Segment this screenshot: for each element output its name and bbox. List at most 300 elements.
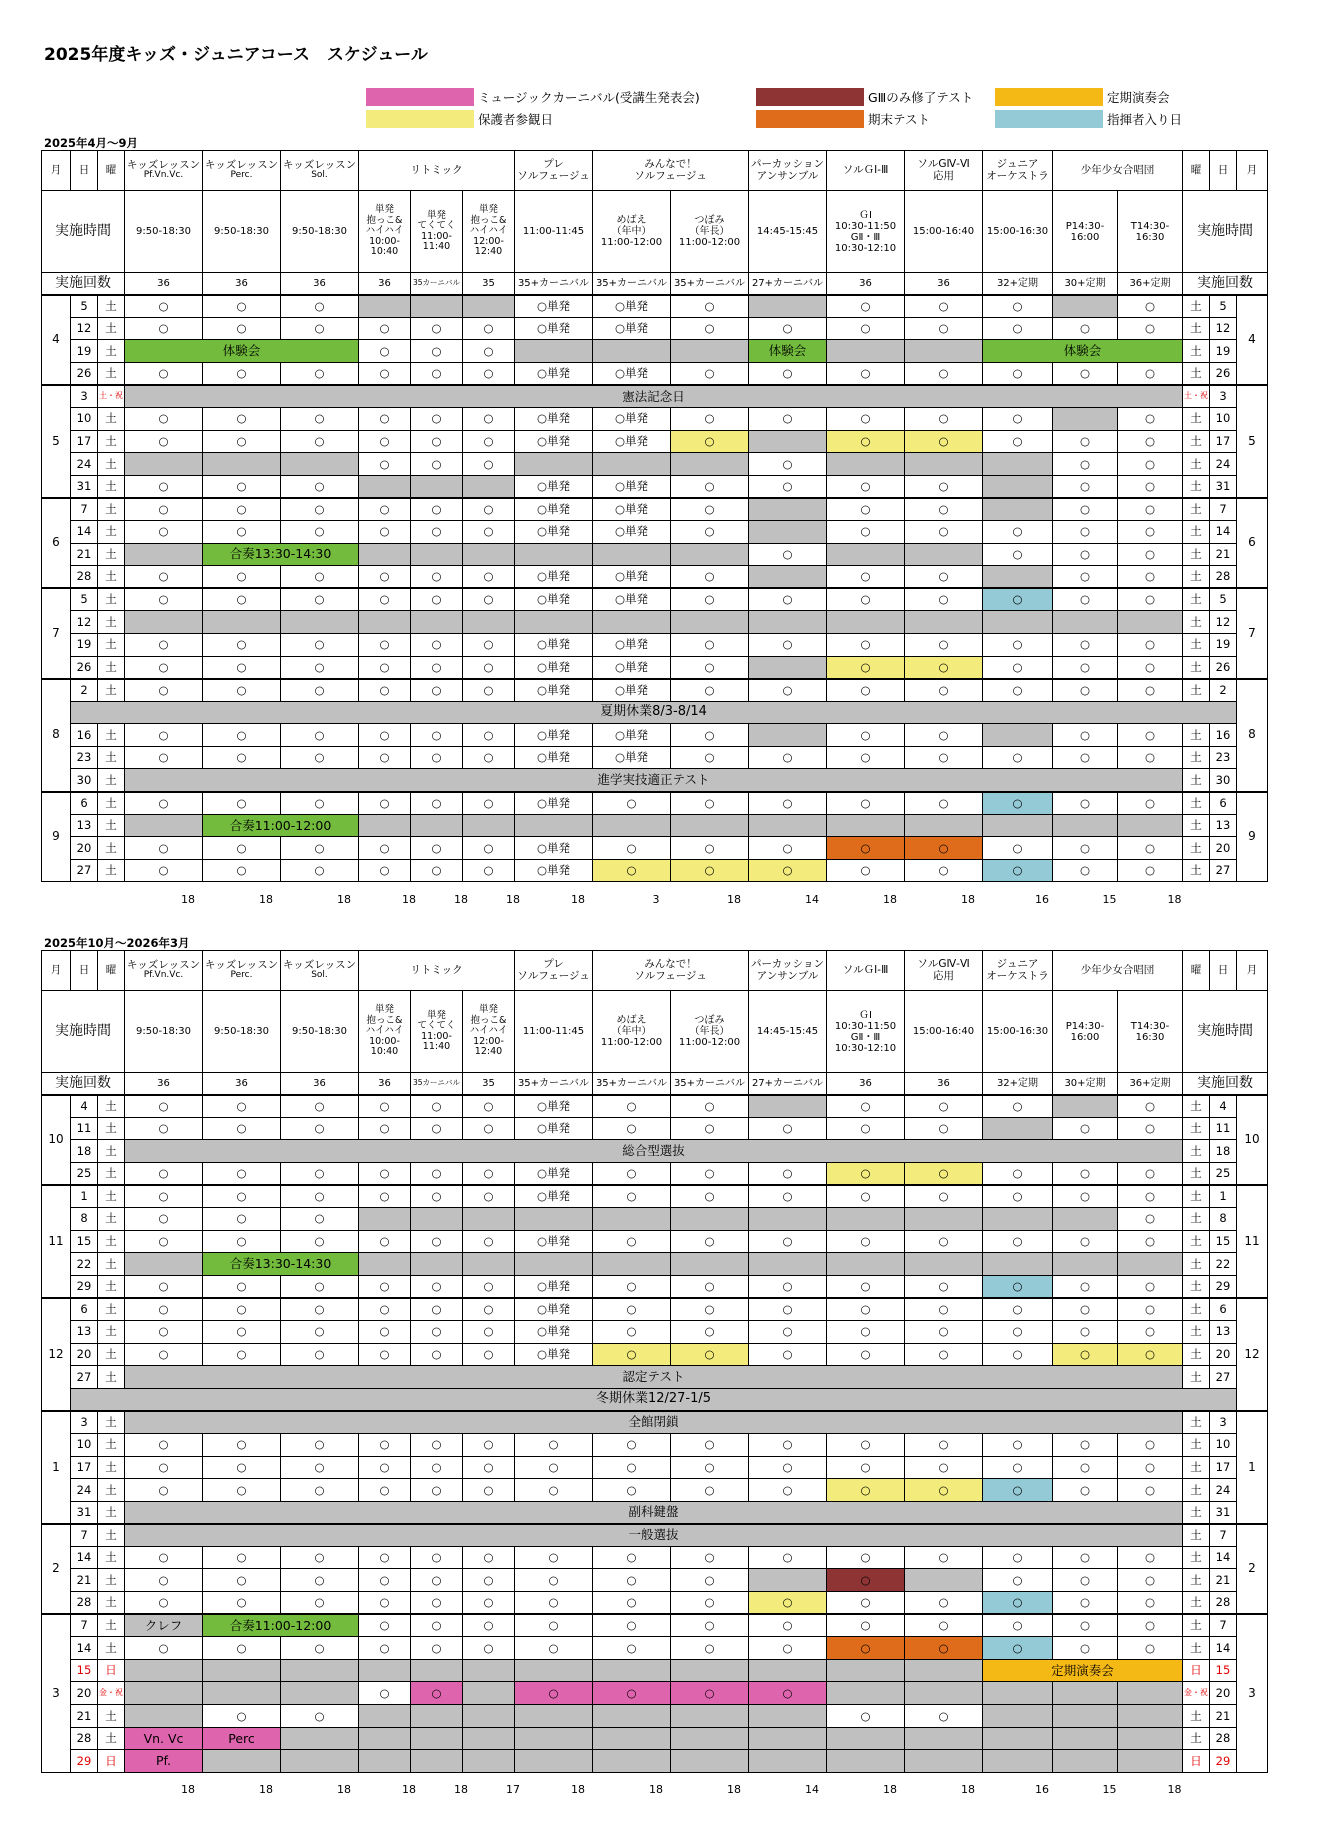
total-count: 18 [259, 893, 273, 906]
closed-cell [515, 1750, 593, 1773]
column-header: 少年少女合唱団 [1053, 951, 1183, 991]
event-cell: ○ [905, 837, 983, 860]
closed-cell [515, 1659, 593, 1682]
weekday-cell: 土 [98, 1253, 125, 1276]
event-banner: 憲法記念日 [125, 385, 1183, 408]
session-cell: ○ [827, 1298, 905, 1321]
weekday-cell: 土 [1183, 679, 1210, 702]
event-cell: ○ [593, 1343, 671, 1366]
day-cell: 19 [1210, 340, 1237, 363]
session-cell: ○単発 [515, 407, 593, 430]
session-cell: ○ [827, 362, 905, 385]
session-cell: ○ [983, 1456, 1053, 1479]
closed-cell [411, 1705, 463, 1728]
session-cell: ○ [1053, 430, 1118, 453]
event-cell: ○ [983, 792, 1053, 815]
weekday-cell: 土 [98, 1501, 125, 1524]
count-cell: 35+カーニバル [593, 273, 671, 295]
total-count: 18 [571, 893, 585, 906]
session-cell: ○ [411, 1298, 463, 1321]
session-cell: ○ [359, 498, 411, 521]
weekday-cell: 土 [98, 1479, 125, 1502]
session-cell: ○ [281, 1546, 359, 1569]
session-cell: ○ [827, 1230, 905, 1253]
event-cell: ○ [671, 859, 749, 882]
session-cell: ○ [203, 724, 281, 747]
session-cell: ○ [359, 1479, 411, 1502]
session-cell: ○ [125, 1207, 203, 1230]
session-cell: ○ [411, 1185, 463, 1208]
day-cell: 20 [71, 1682, 98, 1705]
session-cell: ○ [515, 1433, 593, 1456]
count-cell: 36 [905, 273, 983, 295]
table-row [42, 1501, 1268, 1524]
closed-cell [359, 295, 411, 318]
session-cell: ○ [905, 1320, 983, 1343]
day-header: 日 [71, 151, 98, 191]
table-row [42, 362, 1268, 385]
day-cell: 23 [1210, 746, 1237, 769]
closed-cell [749, 566, 827, 589]
session-cell: ○ [1053, 588, 1118, 611]
column-header: みんなで！ ソルフェージュ [593, 951, 749, 991]
day-cell: 26 [71, 362, 98, 385]
time-cell: T14:30- 16:30 [1118, 191, 1183, 273]
table-row [42, 1095, 1268, 1118]
closed-cell [1118, 1750, 1183, 1773]
day-cell: 5 [71, 295, 98, 318]
event-cell: ○ [827, 1569, 905, 1592]
weekday-cell: 土 [1183, 792, 1210, 815]
closed-cell [463, 611, 515, 634]
session-cell: ○ [983, 633, 1053, 656]
holiday-banner: 冬期休業12/27-1/5 [71, 1388, 1237, 1411]
session-cell: ○ [463, 1185, 515, 1208]
closed-cell [1053, 1095, 1118, 1118]
closed-cell [671, 1659, 749, 1682]
weekday-cell: 土 [1183, 611, 1210, 634]
session-cell: ○ [1118, 430, 1183, 453]
column-header: 少年少女合唱団 [1053, 151, 1183, 191]
closed-cell [905, 1682, 983, 1705]
session-cell: ○ [749, 1117, 827, 1140]
session-cell: ○ [125, 1479, 203, 1502]
session-cell: ○単発 [515, 1117, 593, 1140]
total-count: 14 [805, 1783, 819, 1796]
session-cell: ○単発 [515, 588, 593, 611]
session-cell: ○ [203, 1592, 281, 1615]
event-banner: 一般選抜 [125, 1524, 1183, 1547]
session-cell: ○ [593, 792, 671, 815]
session-cell: ○単発 [593, 430, 671, 453]
session-cell: ○ [593, 1637, 671, 1660]
weekday-cell: 土 [98, 769, 125, 792]
session-cell: ○ [125, 317, 203, 340]
session-cell: ○単発 [515, 1230, 593, 1253]
session-cell: ○ [749, 1546, 827, 1569]
session-cell: ○ [1118, 362, 1183, 385]
closed-cell [359, 1207, 411, 1230]
session-cell: ○ [359, 1456, 411, 1479]
session-cell: ○ [359, 1614, 411, 1637]
session-cell: ○ [983, 1343, 1053, 1366]
total-count: 18 [506, 893, 520, 906]
month-cell: 11 [1237, 1185, 1268, 1298]
session-cell: ○ [1053, 1614, 1118, 1637]
session-cell: ○ [281, 1162, 359, 1185]
session-cell: ○ [411, 1546, 463, 1569]
session-cell: ○ [411, 317, 463, 340]
month-cell: 12 [42, 1298, 71, 1411]
day-cell: 12 [1210, 317, 1237, 340]
session-cell: ○ [281, 566, 359, 589]
session-cell: ○ [411, 1479, 463, 1502]
weekday-cell: 土 [1183, 498, 1210, 521]
session-cell: ○ [411, 1569, 463, 1592]
session-cell: ○単発 [515, 430, 593, 453]
session-cell: ○ [463, 1614, 515, 1637]
table-row [42, 746, 1268, 769]
session-cell: ○ [281, 1637, 359, 1660]
day-cell: 31 [1210, 1501, 1237, 1524]
day-cell: 16 [71, 724, 98, 747]
session-cell: ○ [463, 1117, 515, 1140]
session-cell: ○ [1118, 1433, 1183, 1456]
table-row [42, 1298, 1268, 1321]
closed-cell [1118, 611, 1183, 634]
session-cell: ○ [593, 1117, 671, 1140]
event-cell: ○ [749, 1592, 827, 1615]
closed-cell [593, 340, 671, 363]
total-count: 17 [506, 1783, 520, 1796]
session-cell: ○単発 [593, 498, 671, 521]
weekday-cell: 土・祝 [1183, 385, 1210, 408]
session-cell: ○ [203, 679, 281, 702]
month-cell: 1 [1237, 1411, 1268, 1524]
session-cell: ○ [411, 1095, 463, 1118]
closed-cell [593, 1750, 671, 1773]
closed-cell [359, 543, 411, 566]
session-cell: ○ [411, 1637, 463, 1660]
session-cell: ○ [203, 656, 281, 679]
legend-swatch [995, 88, 1103, 106]
day-cell: 7 [71, 498, 98, 521]
total-count: 14 [805, 893, 819, 906]
session-cell: ○ [203, 1705, 281, 1728]
session-cell: ○ [281, 679, 359, 702]
session-cell: ○ [1118, 1207, 1183, 1230]
day-cell: 6 [71, 1298, 98, 1321]
closed-cell [905, 543, 983, 566]
session-cell: ○ [359, 453, 411, 476]
session-cell: ○ [463, 340, 515, 363]
day-cell: 17 [1210, 1456, 1237, 1479]
time-cell: 9:50-18:30 [203, 191, 281, 273]
session-cell: ○単発 [515, 498, 593, 521]
session-cell: ○ [1118, 1230, 1183, 1253]
event-cell: ○ [983, 859, 1053, 882]
session-cell: ○ [359, 588, 411, 611]
count-cell: 27+カーニバル [749, 273, 827, 295]
weekday-cell: 土 [1183, 453, 1210, 476]
event-cell: ○ [905, 1479, 983, 1502]
session-cell: ○ [1118, 498, 1183, 521]
session-cell: ○ [203, 1456, 281, 1479]
event-banner: 合奏11:00-12:00 [203, 814, 359, 837]
session-cell: ○単発 [515, 633, 593, 656]
session-cell: ○ [359, 1162, 411, 1185]
session-cell: ○単発 [515, 1298, 593, 1321]
session-cell: ○ [593, 1320, 671, 1343]
weekday-cell: 土 [1183, 656, 1210, 679]
session-cell: ○ [1053, 1320, 1118, 1343]
session-cell: ○ [359, 1320, 411, 1343]
session-cell: ○ [203, 1298, 281, 1321]
weekday-cell: 土 [98, 1411, 125, 1434]
table-row [42, 859, 1268, 882]
weekday-cell: 日 [1183, 1750, 1210, 1773]
session-cell: ○ [983, 679, 1053, 702]
day-cell: 13 [71, 814, 98, 837]
closed-cell [671, 1750, 749, 1773]
weekday-cell: 土 [98, 859, 125, 882]
session-cell: ○ [827, 317, 905, 340]
time-cell: 15:00-16:30 [983, 991, 1053, 1073]
day-cell: 23 [71, 746, 98, 769]
session-cell: ○ [1053, 1298, 1118, 1321]
month-cell: 11 [42, 1185, 71, 1298]
session-cell: ○単発 [515, 520, 593, 543]
session-cell: ○ [463, 1275, 515, 1298]
session-cell: ○ [463, 679, 515, 702]
session-cell: ○ [905, 362, 983, 385]
session-cell: ○ [411, 566, 463, 589]
session-cell: ○ [125, 1298, 203, 1321]
session-cell: ○ [749, 1162, 827, 1185]
table-row [42, 633, 1268, 656]
day-cell: 5 [1210, 588, 1237, 611]
closed-cell [905, 611, 983, 634]
count-cell: 30+定期 [1053, 1073, 1118, 1095]
event-cell: ○ [983, 1479, 1053, 1502]
session-cell: ○ [671, 1162, 749, 1185]
session-cell: ○ [359, 1546, 411, 1569]
session-cell: ○ [749, 1320, 827, 1343]
session-cell: ○ [905, 1343, 983, 1366]
weekday-cell: 土 [98, 1705, 125, 1728]
session-cell: ○ [1118, 679, 1183, 702]
day-cell: 28 [71, 566, 98, 589]
session-cell: ○ [1053, 498, 1118, 521]
event-cell: ○ [905, 1637, 983, 1660]
session-cell: ○ [1118, 633, 1183, 656]
month-cell: 6 [42, 498, 71, 588]
table-row [42, 1546, 1268, 1569]
weekday-cell: 土 [1183, 295, 1210, 318]
table-row [42, 656, 1268, 679]
closed-cell [593, 1659, 671, 1682]
session-cell: ○ [125, 837, 203, 860]
session-cell: ○単発 [515, 837, 593, 860]
session-cell: ○ [1118, 1117, 1183, 1140]
legend-item [995, 110, 1182, 128]
month-cell: 6 [1237, 498, 1268, 588]
count-cell: 36 [359, 273, 411, 295]
session-cell: ○ [983, 837, 1053, 860]
session-cell: ○ [411, 792, 463, 815]
weekday-cell: 土・祝 [98, 385, 125, 408]
day-cell: 1 [71, 1185, 98, 1208]
session-cell: ○ [983, 1298, 1053, 1321]
session-cell: ○ [905, 498, 983, 521]
closed-cell [905, 1569, 983, 1592]
closed-cell [203, 1750, 281, 1773]
table-row [42, 1411, 1268, 1434]
column-header: プレ ソルフェージュ [515, 151, 593, 191]
event-banner: 認定テスト [125, 1366, 1183, 1389]
session-cell: ○ [1118, 317, 1183, 340]
session-cell: ○ [203, 1637, 281, 1660]
day-cell: 29 [1210, 1275, 1237, 1298]
table-row [42, 1569, 1268, 1592]
session-cell: ○ [463, 453, 515, 476]
day-cell: 25 [1210, 1162, 1237, 1185]
day-cell: 20 [1210, 1343, 1237, 1366]
session-cell: ○ [411, 520, 463, 543]
session-cell: ○ [281, 317, 359, 340]
legend-label: 期末テスト [868, 112, 931, 127]
month-cell: 10 [1237, 1095, 1268, 1185]
weekday-cell: 土 [98, 679, 125, 702]
count-cell: 35カーニバル [411, 1073, 463, 1095]
session-cell: ○ [671, 1614, 749, 1637]
session-cell: ○ [463, 859, 515, 882]
schedule-table [41, 150, 1268, 882]
table-row [42, 1162, 1268, 1185]
closed-cell [463, 1750, 515, 1773]
weekday-cell: 金・祝 [1183, 1682, 1210, 1705]
day-cell: 26 [71, 656, 98, 679]
closed-cell [1118, 814, 1183, 837]
session-cell: ○ [125, 1456, 203, 1479]
closed-cell [1053, 1750, 1118, 1773]
closed-cell [411, 1659, 463, 1682]
session-cell: ○ [359, 1117, 411, 1140]
session-cell: ○ [1118, 1569, 1183, 1592]
day-cell: 19 [71, 633, 98, 656]
session-cell: ○ [905, 1095, 983, 1118]
session-cell: ○ [411, 1162, 463, 1185]
session-cell: ○ [281, 1479, 359, 1502]
session-cell: ○ [463, 407, 515, 430]
session-cell: ○ [203, 1230, 281, 1253]
closed-cell [593, 611, 671, 634]
time-cell: つぼみ （年長） 11:00-12:00 [671, 991, 749, 1073]
table-row [42, 611, 1268, 634]
time-cell: 単発 てくてく 11:00- 11:40 [411, 991, 463, 1073]
session-cell: ○ [411, 656, 463, 679]
session-cell: ○ [203, 1207, 281, 1230]
month-header: 月 [1237, 151, 1268, 191]
session-cell: ○ [281, 1320, 359, 1343]
session-cell: ○ [281, 1298, 359, 1321]
event-cell: ○ [593, 1682, 671, 1705]
session-cell: ○ [463, 724, 515, 747]
day-cell: 21 [71, 1569, 98, 1592]
session-cell: ○ [1053, 1117, 1118, 1140]
closed-cell [281, 611, 359, 634]
session-cell: ○ [905, 1117, 983, 1140]
session-cell: ○ [125, 520, 203, 543]
session-cell: ○ [203, 746, 281, 769]
session-cell: ○ [125, 1230, 203, 1253]
column-header: リトミック [359, 151, 515, 191]
session-cell: ○ [281, 1185, 359, 1208]
table-row [42, 453, 1268, 476]
closed-cell [1053, 1682, 1118, 1705]
session-cell: ○ [905, 1546, 983, 1569]
closed-cell [593, 814, 671, 837]
session-cell: ○ [1118, 295, 1183, 318]
month-cell: 5 [1237, 385, 1268, 498]
session-cell: ○ [515, 1456, 593, 1479]
session-cell: ○ [593, 1095, 671, 1118]
session-cell: ○ [983, 1185, 1053, 1208]
event-cell: ○ [515, 1682, 593, 1705]
session-cell: ○ [411, 1433, 463, 1456]
column-header: パーカッション アンサンブル [749, 151, 827, 191]
day-cell: 3 [1210, 385, 1237, 408]
day-cell: 27 [1210, 1366, 1237, 1389]
closed-cell [749, 1095, 827, 1118]
session-cell: ○ [671, 1298, 749, 1321]
closed-cell [749, 1253, 827, 1276]
column-header: ソルＧⅠ-Ⅲ [827, 151, 905, 191]
session-cell: ○ [827, 633, 905, 656]
closed-cell [749, 430, 827, 453]
session-cell: ○単発 [593, 475, 671, 498]
closed-cell [515, 1727, 593, 1750]
weekday-cell: 土 [1183, 769, 1210, 792]
time-cell: 9:50-18:30 [281, 991, 359, 1073]
table-row [42, 679, 1268, 702]
day-cell: 10 [1210, 407, 1237, 430]
session-cell: ○ [411, 453, 463, 476]
month-cell: 7 [42, 588, 71, 678]
session-cell: ○ [671, 724, 749, 747]
day-cell: 15 [1210, 1230, 1237, 1253]
weekday-cell: 金・祝 [98, 1682, 125, 1705]
session-cell: ○ [671, 362, 749, 385]
session-cell: ○ [359, 1682, 411, 1705]
session-cell: ○単発 [515, 1162, 593, 1185]
session-cell: ○ [281, 1095, 359, 1118]
session-cell: ○ [359, 340, 411, 363]
session-cell: ○ [749, 1185, 827, 1208]
day-cell: 11 [1210, 1117, 1237, 1140]
session-cell: ○ [671, 1320, 749, 1343]
time-cell: つぼみ （年長） 11:00-12:00 [671, 191, 749, 273]
day-cell: 20 [1210, 1682, 1237, 1705]
session-cell: ○ [359, 1095, 411, 1118]
closed-cell [827, 1659, 905, 1682]
day-cell: 30 [1210, 769, 1237, 792]
holiday-banner: 夏期休業8/3-8/14 [71, 701, 1237, 724]
column-header: キッズレッスン Sol. [281, 151, 359, 191]
weekday-cell: 土 [1183, 340, 1210, 363]
weekday-cell: 日 [98, 1750, 125, 1773]
session-cell: ○ [125, 1637, 203, 1660]
